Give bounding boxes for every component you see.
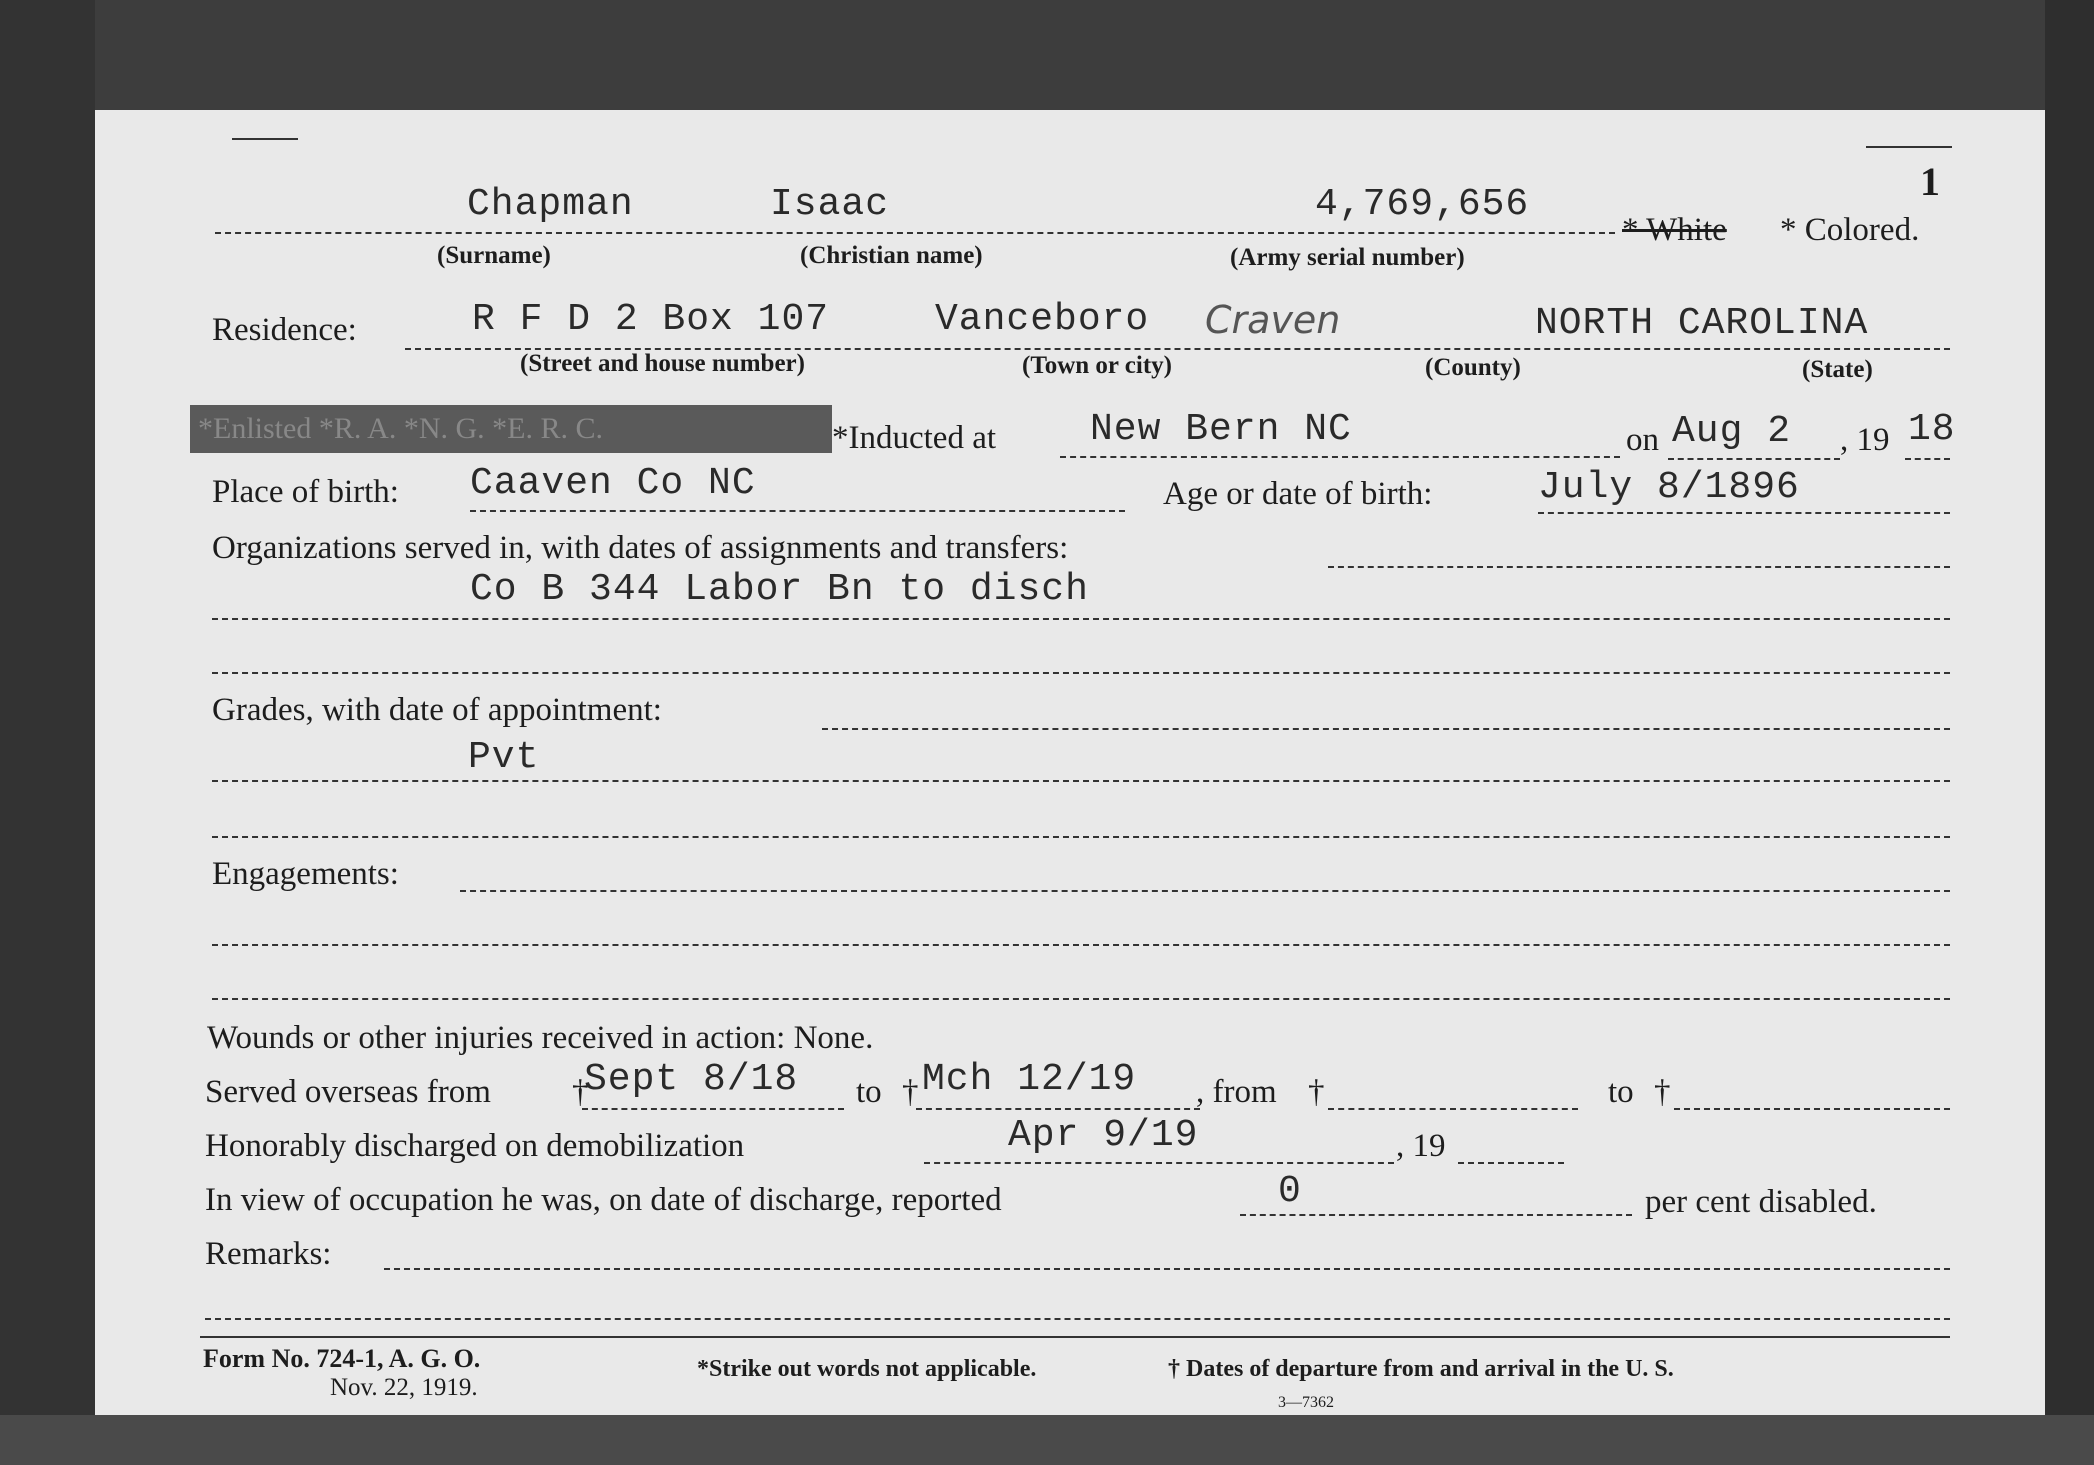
christian-name-value: Isaac — [770, 183, 890, 226]
discharge-line — [924, 1162, 1394, 1164]
race-colored-label: * Colored. — [1780, 212, 1920, 248]
organizations-line-0 — [1328, 566, 1950, 568]
grades-line-2 — [212, 836, 1950, 838]
overseas-dagger-4: † — [1654, 1074, 1671, 1110]
print-code: 3—7362 — [1278, 1394, 1334, 1411]
remarks-line-1 — [384, 1268, 1950, 1270]
form-date: Nov. 22, 1919. — [330, 1374, 478, 1401]
top-left-rule — [232, 138, 298, 140]
engagements-line-0 — [460, 890, 1950, 892]
overseas-to-label: to — [856, 1074, 882, 1110]
birth-place-value: Caaven Co NC — [470, 462, 756, 505]
residence-county: Craven — [1205, 298, 1341, 342]
wounds-text: Wounds or other injuries received in action: None. — [207, 1020, 874, 1056]
card-number: 1 — [1920, 159, 1940, 204]
county-caption: (County) — [1425, 354, 1521, 381]
discharge-label: Honorably discharged on demobilization — [205, 1128, 745, 1164]
form-number: Form No. 724-1, A. G. O. — [203, 1344, 481, 1373]
serial-number-value: 4,769,656 — [1315, 183, 1530, 226]
overseas-dagger-1: † — [572, 1074, 589, 1110]
birth-place-label: Place of birth: — [212, 474, 399, 510]
overseas-to2-line — [1674, 1108, 1950, 1110]
grades-line-1 — [212, 780, 1950, 782]
christian-name-caption: (Christian name) — [800, 242, 983, 269]
race-white-label: * White — [1622, 212, 1727, 248]
discharge-year-label: , 19 — [1396, 1128, 1446, 1164]
background-right — [2045, 0, 2094, 1465]
engagements-line-1 — [212, 944, 1950, 946]
serial-caption: (Army serial number) — [1230, 244, 1465, 271]
inducted-year-line — [1905, 458, 1950, 460]
footer-rule — [200, 1336, 1950, 1338]
overseas-to2-label: to — [1608, 1074, 1634, 1110]
inducted-year-prefix: , 19 — [1840, 422, 1890, 458]
overseas-to-value: Mch 12/19 — [922, 1058, 1137, 1101]
residence-town: Vanceboro — [935, 298, 1150, 341]
remarks-label: Remarks: — [205, 1236, 332, 1272]
disability-value: 0 — [1278, 1170, 1302, 1213]
inducted-line — [1060, 456, 1620, 458]
birth-date-value: July 8/1896 — [1538, 466, 1800, 509]
inducted-place: New Bern NC — [1090, 408, 1352, 451]
disability-line — [1240, 1214, 1632, 1216]
overseas-from2-line — [1328, 1108, 1578, 1110]
background-top — [0, 0, 2094, 110]
state-caption: (State) — [1802, 356, 1873, 383]
grades-line-0 — [822, 728, 1950, 730]
background-left — [0, 0, 95, 1465]
overseas-label: Served overseas from — [205, 1074, 491, 1110]
residence-street: R F D 2 Box 107 — [472, 298, 830, 341]
discharge-year-line — [1458, 1162, 1564, 1164]
birth-date-label: Age or date of birth: — [1163, 476, 1433, 512]
overseas-dagger-2: † — [902, 1074, 919, 1110]
overseas-from-line — [582, 1108, 844, 1110]
residence-label: Residence: — [212, 312, 357, 348]
inducted-year: 18 — [1908, 408, 1956, 451]
overseas-dagger-3: † — [1308, 1074, 1325, 1110]
surname-value: Chapman — [467, 183, 634, 226]
engagements-label: Engagements: — [212, 856, 399, 892]
birth-place-line — [470, 510, 1125, 512]
overseas-from-value: Sept 8/18 — [584, 1058, 799, 1101]
grades-label: Grades, with date of appointment: — [212, 692, 662, 728]
inducted-date: Aug 2 — [1672, 410, 1792, 453]
organizations-line-2 — [212, 672, 1950, 674]
inducted-date-line — [1668, 458, 1840, 460]
street-caption: (Street and house number) — [520, 350, 805, 377]
organizations-value: Co B 344 Labor Bn to disch — [470, 568, 1089, 611]
disability-suffix: per cent disabled. — [1645, 1184, 1877, 1220]
engagements-line-2 — [212, 998, 1950, 1000]
organizations-label: Organizations served in, with dates of assignments and transfers: — [212, 530, 1069, 566]
overseas-to-line — [916, 1108, 1200, 1110]
town-caption: (Town or city) — [1022, 352, 1172, 379]
inducted-on-label: on — [1626, 422, 1659, 458]
discharge-date: Apr 9/19 — [1008, 1114, 1199, 1157]
dates-note: † Dates of departure from and arrival in the U. S. — [1168, 1356, 1674, 1382]
overseas-from2-label: , from — [1196, 1074, 1277, 1110]
grades-value: Pvt — [468, 736, 540, 779]
name-line — [215, 232, 1615, 234]
residence-state: NORTH CAROLINA — [1535, 302, 1869, 345]
strike-note: *Strike out words not applicable. — [697, 1356, 1037, 1382]
inducted-label: *Inducted at — [832, 420, 997, 456]
top-right-rule — [1866, 146, 1952, 148]
birth-date-line — [1538, 512, 1950, 514]
surname-caption: (Surname) — [437, 242, 551, 269]
background-bottom — [0, 1415, 2094, 1465]
organizations-line-1 — [212, 618, 1950, 620]
enlisted-redaction: *Enlisted *R. A. *N. G. *E. R. C. — [190, 405, 832, 453]
disability-label: In view of occupation he was, on date of discharge, reported — [205, 1182, 1002, 1218]
remarks-line-2 — [205, 1318, 1950, 1320]
